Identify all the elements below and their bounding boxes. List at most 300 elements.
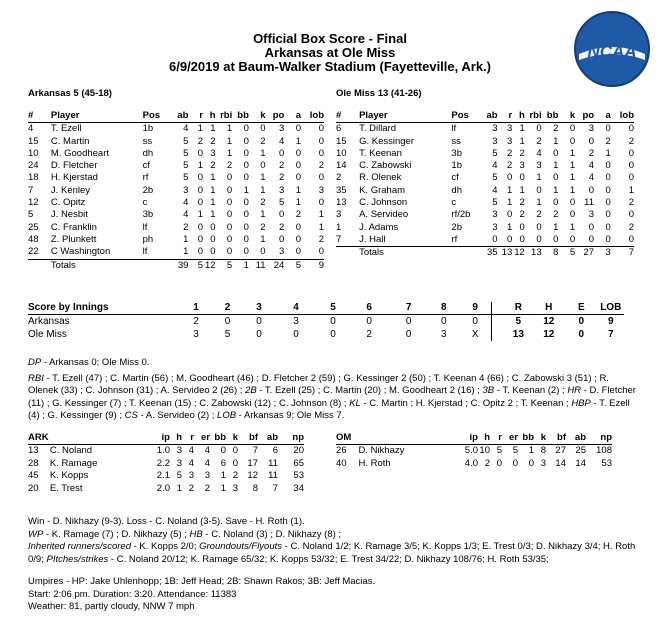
pitcher-cell: 0 — [512, 457, 518, 469]
batter-cell: 25 — [28, 221, 39, 233]
batter-cell: 0 — [628, 147, 634, 159]
batter-cell: 2 — [336, 172, 342, 184]
pitcher-cell: 4 — [188, 457, 194, 469]
batter-cell: 1 — [243, 184, 249, 196]
batter-cell: 4 — [279, 135, 285, 147]
pitcher-cell: 2 — [188, 482, 194, 494]
pitcher-cell: 1 — [528, 445, 534, 457]
pitcher-row — [28, 483, 304, 496]
batter-cell: 35 — [336, 184, 347, 196]
inning-header: 3 — [243, 302, 274, 315]
column-header: k — [226, 432, 238, 445]
batter-cell: J. Hall — [359, 233, 386, 245]
innings-total: 0 — [578, 316, 585, 328]
totals-cell: 12 — [204, 259, 216, 271]
batter-cell: 0 — [588, 184, 595, 196]
batter-cell: 0 — [243, 147, 249, 159]
inning-score: 3 — [293, 316, 299, 328]
batter-cell: 0 — [318, 123, 324, 135]
batter-cell: 1b — [142, 123, 154, 135]
pitcher-cell: 4 — [188, 445, 194, 457]
batter-cell: 0 — [260, 246, 266, 258]
pitcher-cell: 2 — [484, 457, 490, 469]
batter-cell: 0 — [295, 147, 301, 159]
batter-cell: 0 — [628, 233, 634, 245]
batter-cell: 2 — [210, 135, 216, 147]
pitcher-cell: D. Nikhazy — [358, 445, 405, 457]
hits-header: H — [533, 302, 565, 315]
column-header: rbi — [216, 110, 233, 123]
column-header: rbi — [525, 110, 542, 123]
batter-cell: ss — [142, 135, 153, 147]
batter-cell: 0 — [226, 197, 233, 209]
pitcher-cell: 25 — [575, 445, 586, 457]
pitching-team-label: ARK — [28, 432, 148, 445]
batter-cell: 2 — [536, 209, 542, 221]
batter-cell: 3 — [492, 123, 498, 135]
totals-cell: 11 — [249, 259, 266, 272]
column-header: bb — [542, 110, 559, 123]
pitcher-cell: 6 — [220, 457, 226, 469]
batter-row — [28, 197, 324, 209]
batting-notes: RBI - T. Ezell (47) ; C. Martin (56) ; M. Goodheart (46) ; D. Fletcher 2 (59) ; G. Kessinger 2 (50) ; T. Keenan 4 (66) ; C. Zabowski 3 (51) ; R. Olenek (33) ; C. Johnson (31) ; A. Servideo 2 (26) ; 2B - T. Ezell (25) ; C. Martin (20) ; M. Goodheart 2 (16) ; 3B - T. Keenan (2) ; HR - D. Fletcher (11) ; G. Kessinger (7) ; T. Keenan (15) ; C. Zabowski (12) ; C. Johnson (8) ; KL - C. Martin ; H. Kjerstad ; C. Opitz 2 ; T. Keenan ; HBP - T. Ezell (4) ; G. Kessinger (9) ; CS - A. Servideo (2) ; LOB - Arkansas 9; Ole Miss 7. — [28, 372, 636, 421]
pitching-team-label: OM — [336, 432, 456, 445]
batter-cell: 1 — [295, 135, 301, 147]
column-header: r — [498, 110, 513, 123]
batter-cell: 0 — [197, 147, 204, 159]
innings-total: 12 — [543, 316, 555, 328]
totals-cell: Totals — [51, 259, 143, 272]
inning-score: 0 — [256, 316, 262, 328]
column-header: lob — [301, 110, 324, 123]
batter-cell: 5 — [183, 172, 189, 184]
batter-cell: 1 — [226, 135, 233, 147]
inning-header: 8 — [428, 302, 459, 315]
inning-header: 5 — [317, 302, 348, 315]
batter-cell: 0 — [279, 209, 285, 221]
batter-cell: 0 — [605, 233, 611, 245]
inning-header: 6 — [349, 302, 390, 315]
column-header: Pos — [143, 110, 172, 123]
batter-row — [28, 148, 324, 160]
batter-row — [336, 123, 634, 136]
batter-cell: 4 — [183, 197, 189, 209]
column-header: bb — [210, 432, 226, 445]
batter-cell: 0 — [628, 123, 634, 135]
batter-cell: 1 — [569, 221, 576, 233]
batter-cell: 0 — [628, 160, 634, 172]
batter-cell: 22 — [28, 246, 39, 258]
inning-header: 9 — [459, 302, 491, 315]
column-header: ip — [148, 432, 170, 445]
batter-cell: 0 — [295, 160, 301, 172]
batter-cell: 0 — [295, 233, 301, 245]
batter-cell: 0 — [605, 197, 611, 209]
batter-cell: 4 — [28, 123, 34, 135]
batter-cell: 0 — [588, 135, 595, 147]
batter-cell: 0 — [536, 233, 542, 245]
batter-cell: 3 — [492, 135, 498, 147]
column-header: a — [284, 110, 301, 123]
pitcher-cell: 3 — [540, 457, 546, 469]
pitcher-cell: 5 — [176, 470, 182, 482]
pitcher-cell: 11 — [268, 470, 278, 482]
batter-cell: lf — [142, 246, 148, 258]
pitcher-cell: 0 — [528, 457, 534, 469]
batter-cell: 0 — [536, 221, 542, 233]
batter-cell: 2 — [226, 160, 233, 172]
batter-cell: 1 — [197, 123, 204, 135]
inning-score: 0 — [440, 316, 447, 328]
innings-team: Arkansas — [28, 316, 70, 328]
batter-row — [336, 222, 634, 234]
inning-score: 0 — [330, 316, 336, 328]
batter-cell: lf — [142, 221, 148, 233]
totals-cell: 3 — [594, 247, 611, 260]
pitcher-cell: 20 — [28, 482, 39, 494]
batter-cell: 0 — [569, 135, 576, 147]
batter-cell: 4 — [588, 172, 595, 184]
batter-cell: 0 — [243, 221, 249, 233]
batter-cell: 0 — [197, 172, 204, 184]
innings-total: 5 — [515, 316, 522, 328]
inning-score: 0 — [330, 329, 336, 341]
batter-row — [28, 160, 324, 172]
batter-row — [28, 123, 324, 136]
pitcher-cell: 4 — [204, 445, 210, 457]
batter-cell: C. Johnson — [359, 197, 408, 209]
pitcher-cell: 2.0 — [156, 482, 170, 494]
batter-row — [336, 160, 634, 172]
column-header: # — [336, 110, 359, 123]
batter-cell: 0 — [553, 147, 559, 159]
innings-total: 13 — [512, 329, 524, 341]
batter-cell: 5 — [183, 160, 189, 172]
batter-cell: 1 — [519, 123, 525, 135]
pitcher-cell: 1 — [220, 470, 226, 482]
batter-row — [336, 234, 634, 247]
home-batting-table — [336, 110, 634, 260]
inning-score: 0 — [256, 329, 262, 341]
column-header: ab — [258, 432, 278, 445]
column-header: bb — [518, 432, 534, 445]
home-team-heading: Ole Miss 13 (41-26) — [336, 88, 422, 99]
batter-cell: 2 — [628, 221, 634, 233]
column-header: r — [188, 110, 203, 123]
batter-cell: 3 — [183, 184, 189, 196]
batter-cell: 12 — [28, 197, 39, 209]
pitcher-row — [28, 470, 304, 483]
batter-cell: rf — [451, 233, 458, 245]
column-header: lob — [611, 110, 634, 123]
totals-row — [28, 259, 324, 272]
batter-cell: 1 — [336, 221, 342, 233]
batter-cell: 1 — [226, 123, 233, 135]
totals-cell: 27 — [575, 247, 594, 260]
pitcher-cell: 8 — [540, 445, 546, 457]
inning-score: 0 — [405, 316, 412, 328]
column-header: po — [575, 110, 594, 123]
inning-header: 2 — [212, 302, 243, 315]
totals-cell: 13 — [525, 247, 542, 260]
pitcher-cell: 11 — [268, 457, 278, 469]
batter-cell: cf — [451, 172, 459, 184]
batter-cell: J. Nesbit — [50, 209, 88, 221]
pitcher-row — [336, 445, 612, 458]
batter-cell: 14 — [336, 160, 347, 172]
batter-cell: 1 — [519, 135, 525, 147]
batter-cell: 3 — [506, 135, 513, 147]
pitcher-cell: 34 — [293, 482, 304, 494]
batter-cell: 2 — [279, 160, 285, 172]
batter-cell: 15 — [336, 135, 347, 147]
batter-cell: 1 — [210, 172, 216, 184]
batter-cell: 1 — [569, 184, 576, 196]
batter-cell: 0 — [569, 209, 576, 221]
column-header: Pos — [451, 110, 480, 123]
totals-cell: 7 — [611, 247, 634, 260]
batter-row — [28, 185, 324, 197]
batter-cell: 2 — [260, 135, 266, 147]
pitcher-cell: E. Trest — [49, 482, 83, 494]
pitcher-cell: 2 — [232, 470, 238, 482]
batter-cell: M. Goodheart — [50, 147, 110, 159]
column-header: np — [278, 432, 304, 445]
batter-cell: 1 — [260, 147, 266, 159]
batter-cell: 0 — [243, 233, 249, 245]
batter-cell: 0 — [506, 233, 513, 245]
batter-cell: 0 — [295, 221, 301, 233]
batter-cell: 10 — [28, 147, 39, 159]
pitcher-cell: 8 — [252, 482, 258, 494]
pitcher-cell: 7 — [272, 482, 278, 494]
batter-cell: 1 — [210, 197, 216, 209]
batter-cell: 2 — [553, 209, 559, 221]
ncaa-logo — [573, 10, 651, 88]
batter-cell: rf/2b — [451, 209, 471, 221]
column-header: er — [194, 432, 210, 445]
innings-row — [28, 315, 624, 329]
pitcher-cell: 1 — [176, 482, 182, 494]
batter-cell: 2 — [506, 147, 513, 159]
batter-cell: 0 — [210, 246, 216, 258]
inning-score: 2 — [193, 316, 199, 328]
batter-cell: 3 — [210, 147, 216, 159]
innings-label: Score by Innings — [28, 302, 180, 315]
batter-cell: 2 — [519, 197, 525, 209]
pitcher-cell: 13 — [28, 445, 39, 457]
batter-cell: 0 — [260, 123, 266, 135]
batter-cell: 2 — [318, 160, 324, 172]
batter-row — [28, 209, 324, 221]
totals-cell: 12 — [514, 247, 525, 259]
batter-cell: 0 — [492, 233, 498, 245]
column-header: Player — [51, 110, 143, 123]
batter-cell: 0 — [243, 123, 249, 135]
batter-cell: 2 — [318, 233, 324, 245]
batter-cell: 2 — [183, 221, 189, 233]
pitcher-cell: 10 — [479, 445, 490, 457]
batter-cell: 3 — [336, 209, 342, 221]
game-notes — [28, 357, 640, 423]
pitcher-cell: 3 — [176, 457, 182, 469]
batter-cell: 0 — [260, 160, 266, 172]
batter-cell: 0 — [243, 246, 249, 258]
pitcher-cell: 27 — [555, 445, 566, 457]
batter-cell: 3 — [279, 123, 285, 135]
batter-cell: 0 — [226, 221, 233, 233]
column-header: h — [203, 110, 216, 123]
pitcher-cell: 53 — [601, 457, 612, 469]
column-header: ab — [172, 110, 189, 123]
batter-cell: 0 — [226, 172, 233, 184]
batter-cell: C. Franklin — [50, 221, 97, 233]
batter-cell: 48 — [28, 233, 39, 245]
batter-cell: 0 — [605, 160, 611, 172]
pitcher-cell: 0 — [232, 445, 238, 457]
batter-cell: 0 — [588, 233, 595, 245]
batter-cell: 3b — [451, 147, 462, 159]
batter-cell: 0 — [226, 246, 233, 258]
pitcher-cell: 2.1 — [156, 470, 170, 482]
batter-row — [336, 148, 634, 160]
away-pitching-table — [28, 432, 304, 495]
batter-cell: 1 — [260, 172, 266, 184]
batter-cell: 0 — [197, 184, 204, 196]
batter-cell: 1 — [197, 209, 204, 221]
batter-cell: 0 — [243, 209, 249, 221]
pitcher-cell: 108 — [596, 445, 612, 457]
pitcher-cell: 0 — [220, 445, 226, 457]
away-team-heading: Arkansas 5 (45-18) — [28, 88, 112, 99]
batter-cell: 0 — [506, 172, 513, 184]
batter-cell: D. Fletcher — [50, 160, 98, 172]
batter-cell: 5 — [492, 197, 498, 209]
pitcher-row — [28, 445, 304, 458]
batter-cell: 2 — [260, 221, 266, 233]
batter-cell: 18 — [28, 172, 39, 184]
batter-cell: 1 — [210, 209, 216, 221]
pitcher-cell: 0 — [496, 457, 502, 469]
batter-cell: 0 — [279, 233, 285, 245]
start-duration-attendance: Start: 2:06 pm. Duration: 3:20. Attendance: 11383 — [28, 588, 237, 600]
batter-row — [336, 209, 634, 221]
batter-cell: 0 — [295, 123, 301, 135]
pitching-detail: WP - K. Ramage (7) ; D. Nikhazy (5) ; HB - C. Noland (3) ; D. Nikhazy (8) ; Inherited runners/scored - K. Kopps 2/0; Groundouts/Flyouts - C. Noland 1/2; K. Ramage 3/5; K. Kopps 1/3; E. Trest 0/3; D. Nikhazy 3/4; H. Roth 0/9; PItches/strikes - C. Noland 20/12; K. Ramage 65/32; K. Kopps 53/32; E. Trest 34/22; D. Nikhazy 108/76; H. Roth 53/35; — [28, 528, 636, 565]
pitcher-cell: 1.0 — [156, 445, 170, 457]
batter-cell: 0 — [318, 172, 324, 184]
batter-cell: 3 — [588, 123, 595, 135]
batter-cell: rf — [142, 172, 149, 184]
batter-cell: A. Servideo — [359, 209, 409, 221]
batter-cell: R. Olenek — [359, 172, 402, 184]
batter-cell: 2 — [553, 123, 559, 135]
batter-cell: 1 — [226, 147, 233, 159]
inning-score: 3 — [193, 329, 199, 341]
pitcher-cell: 40 — [336, 457, 347, 469]
batter-cell: 0 — [536, 123, 542, 135]
totals-cell: 9 — [301, 259, 324, 272]
totals-cell: 24 — [266, 259, 285, 272]
pitcher-cell: K. Ramage — [49, 457, 98, 469]
pitcher-cell: 14 — [575, 457, 586, 469]
batter-cell: 0 — [519, 172, 525, 184]
batter-cell: 1 — [260, 184, 266, 196]
batter-cell: 0 — [605, 221, 611, 233]
batter-cell: C Washington — [50, 246, 111, 258]
batter-cell: c — [451, 197, 457, 209]
batter-cell: 6 — [336, 123, 342, 135]
innings-total: 0 — [578, 329, 585, 341]
batter-cell: 0 — [605, 172, 611, 184]
pitcher-cell: 5 — [512, 445, 518, 457]
batter-cell: 5 — [28, 209, 34, 221]
batter-cell: 2 — [295, 209, 301, 221]
column-header: # — [28, 110, 51, 123]
batter-cell: K. Graham — [359, 184, 406, 196]
batter-cell: T. Dillard — [359, 123, 397, 135]
totals-cell: 1 — [232, 259, 249, 272]
totals-cell: 35 — [481, 247, 498, 260]
batter-cell: 0 — [506, 209, 513, 221]
batter-cell: 1 — [506, 197, 513, 209]
batter-cell: 2 — [605, 135, 611, 147]
pitcher-cell: 45 — [28, 470, 39, 482]
pitching-notes — [28, 516, 648, 566]
column-header: bf — [238, 432, 258, 445]
batter-cell: 2b — [451, 221, 462, 233]
column-header: r — [490, 432, 502, 445]
batter-cell: 0 — [197, 246, 204, 258]
batter-cell: 2 — [588, 147, 595, 159]
decisions: Win - D. Nikhazy (9-3). Loss - C. Noland (3-5). Save - H. Roth (1). — [28, 516, 305, 527]
column-header: bf — [546, 432, 566, 445]
batter-cell: 4 — [588, 160, 595, 172]
batter-cell: 2 — [519, 209, 525, 221]
column-header: bb — [232, 110, 249, 123]
batter-cell: 2b — [142, 184, 154, 196]
innings-row — [28, 328, 624, 341]
batter-row — [336, 172, 634, 184]
batter-cell: 7 — [336, 233, 342, 245]
pitcher-cell: 5 — [496, 445, 502, 457]
batter-cell: 0 — [197, 221, 204, 233]
column-header: po — [266, 110, 285, 123]
batter-cell: 2 — [197, 135, 204, 147]
batter-cell: 5 — [492, 172, 498, 184]
batter-cell: 15 — [28, 135, 39, 147]
batter-cell: 0 — [553, 197, 559, 209]
dp-note: DP - Arkansas 0; Ole Miss 0. — [28, 357, 150, 368]
inning-score: 0 — [293, 329, 299, 341]
batter-cell: 0 — [295, 172, 301, 184]
batter-cell: 0 — [318, 135, 324, 147]
innings-total: 12 — [543, 329, 555, 341]
batter-cell: 3 — [318, 184, 324, 196]
batter-cell: 5 — [183, 147, 189, 159]
batter-cell: 2 — [536, 135, 542, 147]
column-header: np — [586, 432, 612, 445]
batter-row — [28, 172, 324, 184]
batter-row — [28, 246, 324, 259]
pitcher-row — [28, 458, 304, 471]
venue-title: 6/9/2019 at Baum-Walker Stadium (Fayetteville, Ark.) — [169, 59, 491, 74]
inning-score: 3 — [440, 329, 447, 341]
column-header: k — [558, 110, 575, 123]
batter-cell: 0 — [279, 147, 285, 159]
batter-cell: T. Ezell — [50, 123, 82, 135]
inning-score: 0 — [224, 316, 231, 328]
